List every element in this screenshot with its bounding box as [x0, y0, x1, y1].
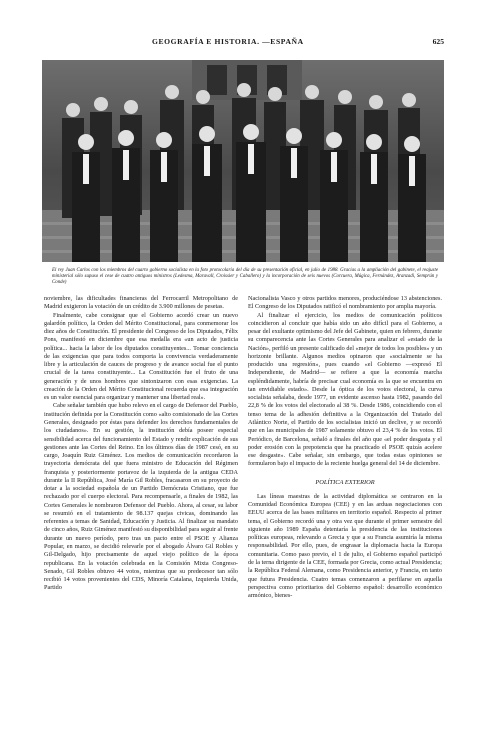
paragraph: Nacionalista Vasco y otros partidos menores, produciéndose 13 abstenciones. El Congreso de los Diputados ratificó el nombramiento por amplia mayoría.: [248, 295, 442, 311]
page: [36, 32, 450, 722]
paragraph: Finalmente, cabe consignar que el Gobierno acordó crear un nuevo galardón político, la Orden del Mérito Constitucional, para conmemorar los diez años de Constitución. El presidente del Congreso de los Diputados, Félix Pons, manifestó en diciembre que esa medalla era «un acto de justicia política... hacia la labor de los diputados constituyentes... Tomar conciencia de las exigencias que para todos comporta la convivencia verdaderamente libre y la articulación de cauces de progreso y de avance social fue el punto crucial de la tarea constituyente... La Constitución fue el fruto de una generación y de unos hombres que sintonizaron con esas exigencias. La creación de la Orden del Mérito Constitucional recuerda que esa integración es un valor esencial para organizar y mantener una libertad real».: [44, 311, 238, 402]
group-photo-image: [42, 60, 444, 262]
paragraph: Al finalizar el ejercicio, los medios de comunicación políticos coincidieron al concluir que había sido un año difícil para el Gobierno, a pesar del exultante optimismo del Jefe del Gabinete, quien en febrero, durante su comparecencia ante las Cortes Generales para analizar el «estado de la Nación», perfiló un presente calificado del «mejor de todos los posibles» y un horizonte brillante. Algunos medios opinaron que «socialmente se ha producido una regresión», pues cuando «el Gobierno —expresó El Independiente, de Madrid— se refiere a que la economía marcha espléndidamente, habría de precisar cual economía es la que se encuentra en tan envidiable estado». Desde la óptica de los votos electoral, la curva socialista señalaba, desde 1977, un evidente ascenso hasta 1982, pasando del 22,8 % de los votos del electorado al 38 %. Desde 1986, coincidiendo con el tenso tema de la adhesión definitiva a la Organización del Tratado del Atlántico Norte, el Partido de los socialistas inició un declive, y se recordó que en las municipales de 1987 solamente obtuvo el 23,4 % de los votos. El Periódico, de Barcelona, señaló a finales del año que «el poder desgasta y el poder erosión con la prepotencia que ha practicado el PSOE quizás acelere ese desgaste». Cabe señalar, sin embargo, que todas estas opiniones se formularon bajo el impacto de la reciente huelga general del 14 de diciembre.: [248, 311, 442, 468]
left-column: [44, 295, 238, 593]
section-heading: POLÍTICA EXTERIOR: [315, 478, 375, 486]
running-title: GEOGRAFÍA E HISTORIA. —ESPAÑA: [152, 37, 304, 46]
page-number: 625: [432, 37, 444, 46]
paragraph: Las líneas maestras de la actividad diplomática se centraron en la Comunidad Económica Europea (CEE) y en las arduas negociaciones con EEUU acerca de las bases militares en territorio español. Respecto al primer tema, el Gobierno recordó una y otra vez que durante el primer semestre del siguiente año 1989 España detentaría la presidencia de las instituciones políticas europeas, relevando a Grecia y que a su Francia asumiría la misma responsabilidad. Por ello, pues, de engrasar la diplomacia hacia la Europa comunitaria. Como paso previo, el 1 de julio, el Gobierno español participó de la terna dirigente de la CEE, formada por Grecia, como actual Presidencia; la República Federal Alemana, como Presidencia anterior, y Francia, en tanto que futura Presidencia. Cuatro temas comenzaron a perfilarse en aquella perspectiva como prioritarios del Gobierno español: desarrollo económico armónico, bienes-: [248, 492, 442, 600]
right-column: [248, 295, 442, 600]
photo-caption: El rey Juan Carlos con los miembros del cuarto gobierno socialista en la foto protocolaria del día de su presentación oficial, en julio de 1988. Gracias a la ampliación del gabinete, el reajuste ministerial sólo supuso el cese de cuatro antiguos ministros (Ledesma, Maravall, Croissier y Caballero) y la incorporación de seis nuevos (Corcuera, Múgica, Fernández, Aranzadi, Semprún y Conde): [52, 268, 438, 286]
group-photo: [42, 60, 444, 262]
page-header: [36, 32, 450, 48]
paragraph: noviembre, las dificultades financieras del Ferrocarril Metropolitano de Madrid exigieron la votación de un crédito de 3.900 millones de pesetas.: [44, 295, 238, 311]
paragraph: Cabe señalar también que hubo relevo en el cargo de Defensor del Pueblo, institución definida por la Constitución como «alto comisionado de las Cortes Generales, designado por éstas para defender los derechos fundamentales de los ciudadanos». En su gestión, la institución debía poseer especial sensibilidad acerca del funcionamiento del Estado y rendir explicación de sus gestiones ante las Cortes del Reino. En los últimos días de 1987 cesó, en su cargo, Joaquín Ruiz Giménez. Los medios de comunicación recordaron la trayectoria demócrata del que fuera ministro de Educación del Régimen franquista y posteriormente portavoz de la izquierda de la antigua CEDA durante la II República, José María Gil Robles, fracasaron en su proyecto de dotar a la sociedad española de un Partido Demócrata Cristiano, que fue rechazado por el cuerpo electoral. Para recompensarle, a finales de 1982, las Cortes Generales le nombraron Defensor del Pueblo. Ahora, al cesar, su labor se resumió en el tratamiento de 98.137 quejas civicas, dominando las referentes a temas de Sanidad, Educación y Justicia. Al finalizar su mandato de cinco años, Ruiz Giménez manifestó su disponibilidad para seguir al frente durante un nuevo período, pero tras un pacto entre el PSOE y Alianza Popular, en marzo, se decidió relevarle por el abogado Álvaro Gil Robles y Gil-Delgado, hijo precisamente de aquel viejo político de la época republicana. En la votación celebrada en la Comisión Mixta Congreso-Senado, Gil Robles obtuvo 44 votos, mientras que su predecesor tan sólo recibió 14 votos provenientes del CDS, Minoría Catalana, Izquierda Unida, Partido: [44, 402, 238, 592]
